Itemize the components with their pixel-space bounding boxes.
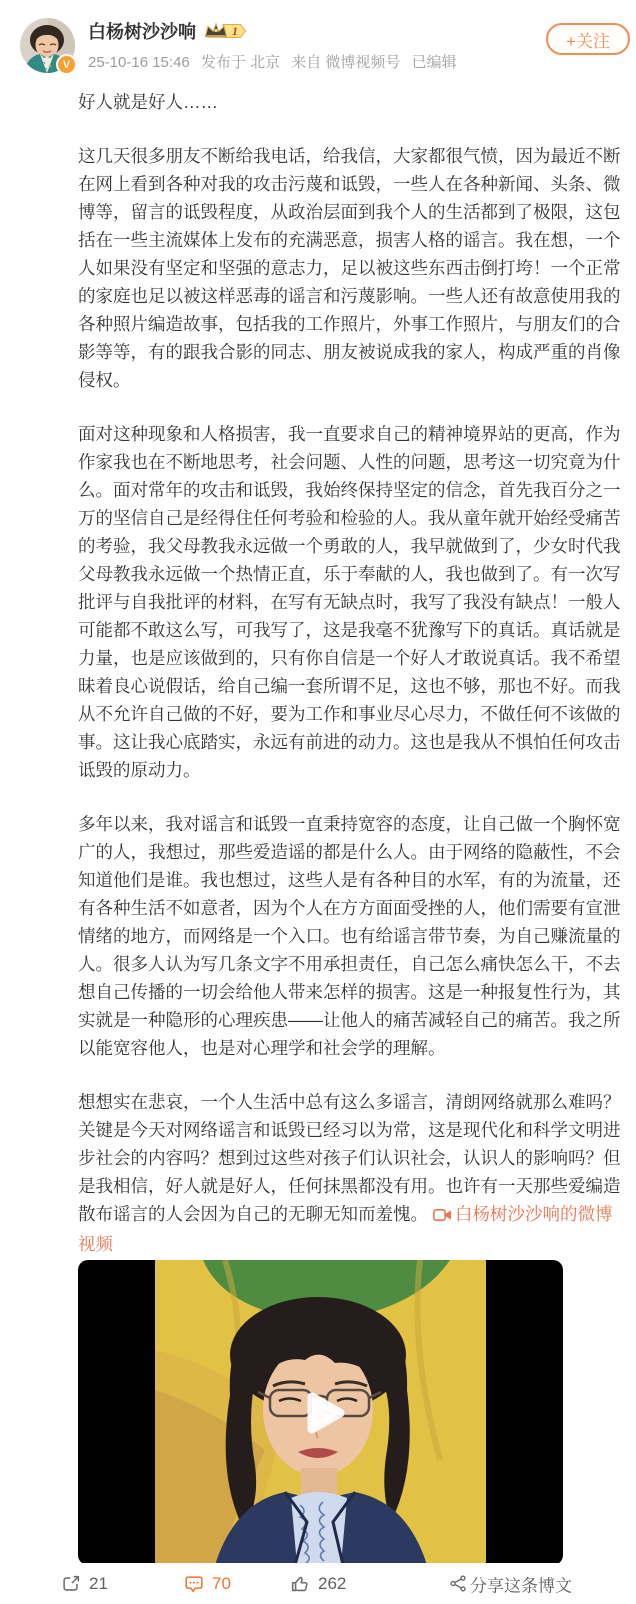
avatar[interactable] [20, 18, 75, 73]
post-paragraph-text: 想想实在悲哀，一个人生活中总有这么多谣言，清朗网络就那么难吗？关键是今天对网络谣言和诋毁已经习以为常，这是现代化和科学文明进步社会的内容吗？想到过这些对孩子们认识社会，认识人的影响吗？但是我相信，好人就是好人，任何抹黑都没有用。也许有一天那些爱编造散布谣言的人会因为自己的无聊无知而羞愧。 [78, 1092, 621, 1224]
repost-button[interactable] [60, 1573, 108, 1595]
like-button[interactable] [289, 1573, 346, 1595]
post-meta [88, 51, 464, 72]
video-player[interactable] [78, 1260, 563, 1565]
post-paragraph: 多年以来，我对谣言和诋毁一直秉持宽容的态度，让自己做一个胸怀宽广的人，我想过，那些爱造谣的都是什么人。由于网络的隐蔽性，不会知道他们是谁。我也想过，这些人是有各种目的水军，有的为流量，还有各种生活不如意者，因为个人在方方面面受挫的人，他们需要有宣泄情绪的地方，而网络是一个入口。也有给谣言带节奏，为自己赚流量的人。很多人认为写几条文字不用承担责任，自己怎么痛快怎么干，不去想自己传播的一切会给他人带来怎样的损害。这是一种报复性行为，其实就是一种隐形的心理疾患——让他人的痛苦减轻自己的痛苦。我之所以能宽容他人，也是对心理学和社会学的理解。 [78, 814, 621, 1058]
action-bar [0, 1563, 636, 1604]
follow-button[interactable]: +关注 [546, 23, 630, 55]
post-paragraph [78, 1088, 623, 1258]
comment-count: 70 [212, 1573, 231, 1593]
thumbs-up-icon [289, 1573, 311, 1595]
vip-crown-icon [203, 21, 247, 41]
post-paragraph: 面对这种现象和人格损害，我一直要求自己的精神境界站的更高，作为作家我也在不断地思考，社会问题、人性的问题，思考这一切究竟为什么。面对常年的攻击和诋毁，我始终保持坚定的信念，首先我百分之一万的坚信自己是经得住任何考验和检验的人。我从童年就开始经受痛苦的考验，我父母教我永远做一个勇敢的人，我早就做到了，少女时代我父母教我永远做一个热情正直，乐于奉献的人，我也做到了。有一次写批评与自我批评的材料，在写有无缺点时，我写了我没有缺点！一般人可能都不敢这么写，可我写了，这是我毫不犹豫写下的真话。真话就是力量，也是应该做到的，只有你自信是一个好人才敢说真话。我不希望昧着良心说假话，给自己编一套所谓不足，这也不够，那也不好。而我从不允许自己做的不好，要为工作和事业尽心尽力，不做任何不该做的事。这让我心底踏实，永远有前进的动力。这也是我从不惧怕任何攻击诋毁的原动力。 [78, 424, 621, 780]
repost-icon [60, 1573, 82, 1595]
post-paragraph: 好人就是好人…… [78, 92, 218, 112]
share-button[interactable] [449, 1571, 572, 1596]
post-time: 25-10-16 15:46 [88, 54, 190, 71]
post-content [0, 88, 636, 1258]
post-header [0, 0, 636, 88]
video-camera-icon [433, 1202, 452, 1230]
share-nodes-icon [449, 1575, 467, 1593]
video-link-label: 白杨树沙沙响的微博视频 [78, 1204, 613, 1254]
username[interactable]: 白杨树沙沙响 [88, 22, 196, 42]
comment-button[interactable] [183, 1573, 231, 1595]
comment-icon [183, 1573, 205, 1595]
share-label: 分享这条博文 [470, 1576, 572, 1595]
post-source[interactable]: 来自 微博视频号 [291, 54, 401, 71]
post-location: 发布于 北京 [200, 54, 281, 71]
play-icon[interactable] [303, 1388, 349, 1438]
verified-v-icon: V [56, 54, 77, 75]
post-edited-flag: 已编辑 [411, 54, 457, 71]
vip-level: 1 [232, 24, 238, 38]
repost-count: 21 [89, 1573, 108, 1593]
name-row [88, 19, 247, 43]
post-paragraph: 这几天很多朋友不断给我电话，给我信，大家都很气愤，因为最近不断在网上看到各种对我的攻击污蔑和诋毁，一些人在各种新闻、头条、微博等，留言的诋毁程度，从政治层面到我个人的生活都到了极限，这包括在一些主流媒体上发布的充满恶意，损害人格的谣言。我在想，一个人如果没有坚定和坚强的意志力，足以被这些东西击倒打垮！一个正常的家庭也足以被这样恶毒的谣言和污蔑影响。一些人还有故意使用我的各种照片编造故事，包括我的工作照片，外事工作照片，与朋友们的合影等等，有的跟我合影的同志、朋友被说成我的家人，构成严重的肖像侵权。 [78, 146, 621, 390]
like-count: 262 [318, 1573, 347, 1593]
